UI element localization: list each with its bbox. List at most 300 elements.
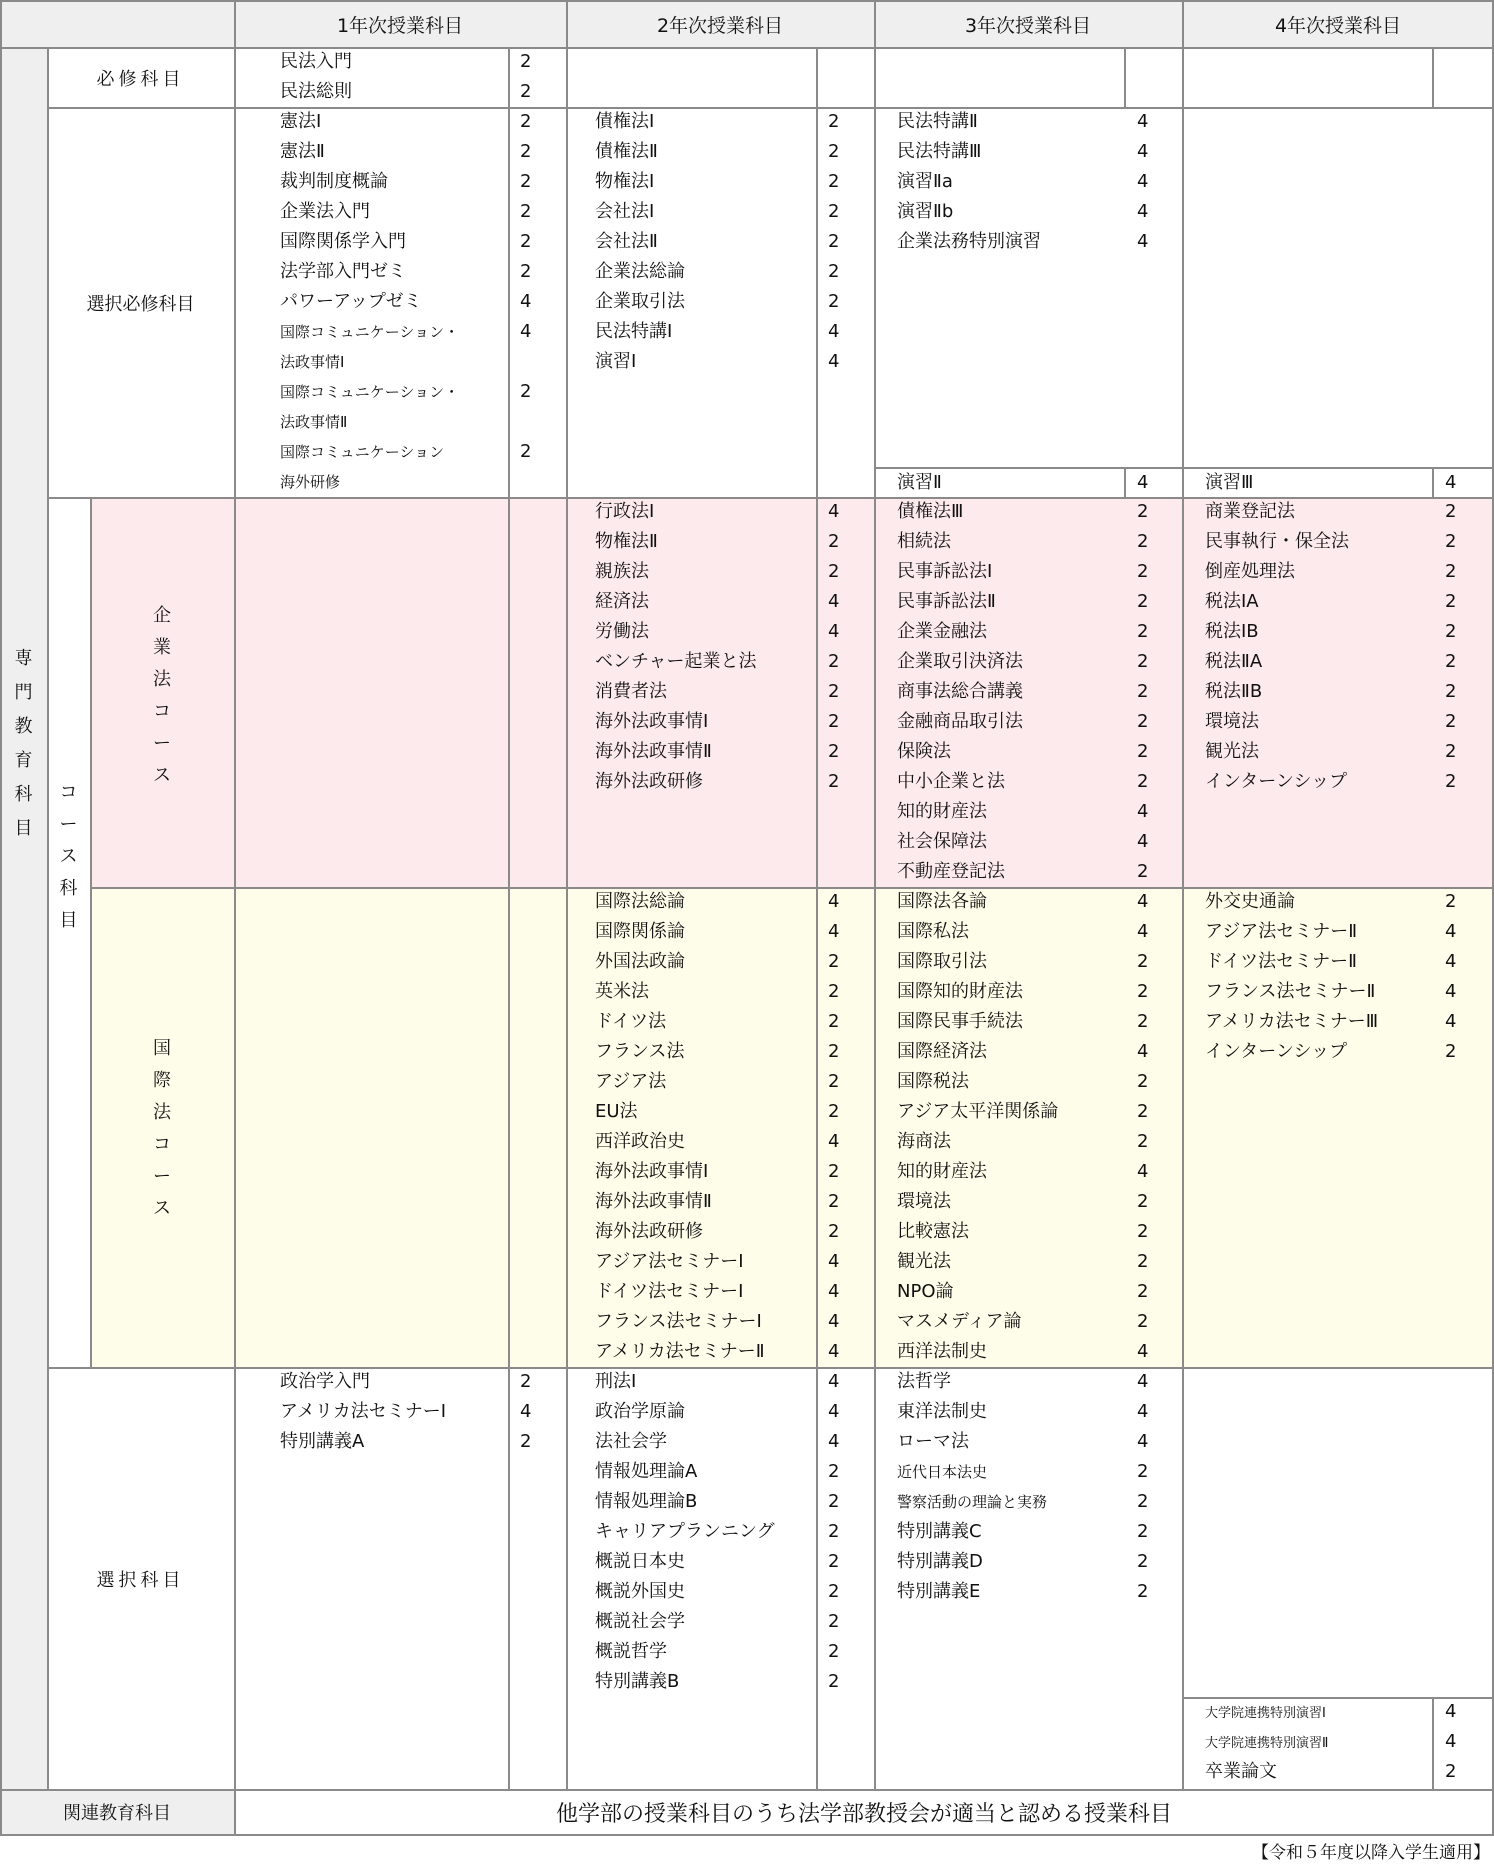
credit-value: 2	[1137, 711, 1149, 732]
subject-name: 知的財産法	[897, 1161, 987, 1182]
vertical-char: 国	[153, 1038, 171, 1059]
subject-row	[1205, 917, 1457, 947]
credit-value: 2	[1137, 1251, 1149, 1272]
subject-name: 特別講義E	[897, 1581, 981, 1602]
subject-row	[595, 107, 840, 137]
credit-value: 2	[828, 231, 840, 252]
grid-line	[0, 47, 1494, 49]
grid-line	[1124, 467, 1126, 498]
vertical-char: 企	[153, 605, 171, 626]
credit-value: 2	[1445, 501, 1457, 522]
credit-value: 2	[828, 1521, 840, 1542]
credit-value: 2	[1137, 651, 1149, 672]
credit-value: 2	[828, 1551, 840, 1572]
subject-name: 民事訴訟法Ⅰ	[897, 561, 993, 582]
subject-row	[595, 1007, 840, 1037]
label-major-vertical	[0, 650, 47, 838]
credit-value: 4	[828, 1341, 840, 1362]
credit-value: 2	[1445, 711, 1457, 732]
elective-y3-list	[897, 1367, 1149, 1607]
credit-value: 4	[1137, 231, 1149, 252]
credit-value: 4	[1445, 1701, 1457, 1722]
subject-row	[595, 917, 840, 947]
credit-value: 2	[1137, 681, 1149, 702]
subject-row	[595, 317, 840, 347]
subject-row	[897, 1517, 1149, 1547]
subject-row	[897, 1247, 1149, 1277]
subject-row	[280, 287, 532, 317]
credit-value: 2	[1445, 891, 1457, 912]
subject-row	[897, 767, 1149, 797]
elective-y1-list	[280, 1367, 532, 1457]
credit-value: 4	[520, 1401, 532, 1422]
subject-row	[595, 1667, 840, 1697]
subject-name: 民法特講Ⅰ	[595, 321, 673, 342]
credit-value: 4	[828, 1281, 840, 1302]
subject-name: パワーアップゼミ	[280, 291, 422, 312]
credit-value: 2	[828, 1041, 840, 1062]
subject-name: 民法総則	[280, 81, 352, 102]
subject-name: アジア法セミナーⅠ	[595, 1251, 744, 1272]
subject-row	[595, 887, 840, 917]
credit-value: 4	[828, 1311, 840, 1332]
credit-value: 4	[828, 921, 840, 942]
subject-name: 債権法Ⅲ	[897, 501, 964, 522]
subject-row	[897, 1127, 1149, 1157]
credit-value: 2	[1445, 531, 1457, 552]
subject-name: 外国法政論	[595, 951, 685, 972]
credit-value: 4	[520, 321, 532, 342]
credit-value: 2	[1137, 951, 1149, 972]
subject-row	[897, 527, 1149, 557]
vertical-char: 目	[59, 910, 78, 931]
subject-row	[897, 497, 1149, 527]
grid-line	[90, 887, 1494, 889]
grid-line	[47, 497, 1494, 499]
subject-name: 企業法務特別演習	[897, 231, 1041, 252]
grid-line	[816, 48, 818, 498]
subject-name: 倒産処理法	[1205, 561, 1295, 582]
subject-name: 消費者法	[595, 681, 667, 702]
subject-name: 概説日本史	[595, 1551, 685, 1572]
subject-name: アジア法	[595, 1071, 667, 1092]
subject-name: 概説外国史	[595, 1581, 685, 1602]
intl-y2-list	[595, 887, 840, 1367]
credit-value: 2	[1137, 1491, 1149, 1512]
credit-value: 2	[1137, 981, 1149, 1002]
credit-value: 4	[1445, 921, 1457, 942]
credit-value: 2	[520, 81, 532, 102]
credit-value: 4	[828, 321, 840, 342]
subject-name: 海外研修	[280, 473, 341, 491]
subject-row	[595, 1337, 840, 1367]
subject-name: 演習Ⅰ	[595, 351, 637, 372]
subject-row	[1205, 887, 1457, 917]
subject-row	[595, 1367, 840, 1397]
subject-row	[595, 617, 840, 647]
subject-row	[595, 227, 840, 257]
credit-value: 2	[1445, 741, 1457, 762]
subject-name: 国際法各論	[897, 891, 987, 912]
subject-name: 国際税法	[897, 1071, 969, 1092]
credit-value: 2	[1445, 621, 1457, 642]
subject-name: 不動産登記法	[897, 861, 1005, 882]
subject-row	[1205, 647, 1457, 677]
subject-row	[1205, 767, 1457, 797]
subject-row	[280, 107, 532, 137]
credit-value: 4	[828, 1431, 840, 1452]
grid-line	[47, 48, 49, 1790]
grid-line	[1124, 48, 1126, 108]
credit-value: 2	[1445, 561, 1457, 582]
credit-value: 4	[828, 351, 840, 372]
subject-row	[595, 1247, 840, 1277]
subject-row	[280, 407, 459, 437]
label-elective: 選択科目	[96, 1570, 185, 1591]
credit-value: 2	[828, 291, 840, 312]
grid-line	[90, 498, 92, 1368]
subject-row	[280, 437, 532, 467]
label-intl-vertical	[90, 1040, 234, 1218]
elective-y4-list	[1205, 1697, 1457, 1787]
grid-line	[47, 1367, 1494, 1369]
subject-name: 憲法Ⅱ	[280, 141, 325, 162]
subject-name: ドイツ法セミナーⅠ	[595, 1281, 744, 1302]
credit-value: 4	[1137, 1161, 1149, 1182]
subject-row	[595, 557, 840, 587]
credit-value: 2	[520, 1371, 532, 1392]
credit-value: 2	[828, 1161, 840, 1182]
credit-value: 4	[1137, 801, 1149, 822]
grid-line	[0, 1789, 1494, 1791]
subject-row	[595, 1397, 840, 1427]
vertical-char: ス	[153, 1198, 171, 1219]
vertical-char: 教	[14, 716, 33, 737]
grid-line	[1432, 1697, 1434, 1790]
subject-row	[897, 617, 1149, 647]
subject-row	[595, 167, 840, 197]
subject-row	[280, 467, 459, 497]
selective-y3-list	[897, 107, 1149, 257]
selective-y2-list	[595, 107, 840, 377]
subject-row	[1205, 1727, 1457, 1757]
subject-row	[897, 797, 1149, 827]
subject-row	[1205, 1007, 1457, 1037]
vertical-char: 科	[59, 878, 78, 899]
subject-name: 企業取引決済法	[897, 651, 1023, 672]
subject-name: ドイツ法	[595, 1011, 667, 1032]
vertical-char: 際	[153, 1070, 171, 1091]
credit-value: 2	[1137, 1221, 1149, 1242]
subject-name: 情報処理論B	[595, 1491, 698, 1512]
subject-row	[1205, 587, 1457, 617]
subject-row	[1205, 468, 1457, 498]
subject-name: 環境法	[897, 1191, 951, 1212]
subject-name: 観光法	[897, 1251, 951, 1272]
subject-name: 物権法Ⅰ	[595, 171, 655, 192]
credit-value: 2	[1137, 1521, 1149, 1542]
credit-value: 2	[1137, 1461, 1149, 1482]
subject-row	[595, 1037, 840, 1067]
credit-value: 4	[1137, 831, 1149, 852]
subject-name: 国際民事手続法	[897, 1011, 1023, 1032]
credit-value: 2	[828, 711, 840, 732]
credit-value: 4	[828, 501, 840, 522]
credit-value: 2	[1137, 1071, 1149, 1092]
grid-line	[0, 0, 1494, 2]
credit-value: 2	[828, 1071, 840, 1092]
grid-line	[0, 0, 2, 1834]
subject-name: 企業法総論	[595, 261, 685, 282]
grid-line	[508, 498, 510, 1790]
vertical-char: コ	[59, 782, 78, 803]
subject-name: インターンシップ	[1205, 1041, 1348, 1062]
subject-name: 演習Ⅲ	[1205, 472, 1254, 493]
selective-y3-bottom-list	[897, 468, 1149, 498]
credit-value: 2	[828, 1671, 840, 1692]
subject-row	[897, 1457, 1149, 1487]
credit-value: 2	[1445, 651, 1457, 672]
credit-value: 2	[1137, 1281, 1149, 1302]
credit-value: 4	[1445, 472, 1457, 493]
related-text: 他学部の授業科目のうち法学部教授会が適当と認める授業科目	[555, 1801, 1172, 1827]
subject-name: 企業取引法	[595, 291, 685, 312]
credit-value: 2	[828, 681, 840, 702]
credit-value: 4	[1137, 171, 1149, 192]
subject-row	[280, 77, 532, 107]
credit-value: 2	[828, 1191, 840, 1212]
vertical-char: 科	[14, 784, 33, 805]
subject-name: 海外法政事情Ⅱ	[595, 741, 712, 762]
subject-name: 親族法	[595, 561, 649, 582]
subject-name: 民法特講Ⅱ	[897, 111, 978, 132]
subject-row	[897, 1367, 1149, 1397]
subject-name: 社会保障法	[897, 831, 987, 852]
credit-value: 4	[828, 1131, 840, 1152]
grid-line	[874, 467, 1494, 469]
subject-row	[897, 1397, 1149, 1427]
subject-name: 商業登記法	[1205, 501, 1295, 522]
subject-name: アジア法セミナーⅡ	[1205, 921, 1358, 942]
credit-value: 2	[1137, 561, 1149, 582]
subject-row	[897, 1427, 1149, 1457]
subject-row	[595, 1217, 840, 1247]
grid-line	[234, 0, 236, 1834]
grid-line	[508, 48, 510, 498]
subject-name: 政治学原論	[595, 1401, 685, 1422]
grid-line	[816, 498, 818, 1790]
subject-name: 民法特講Ⅲ	[897, 141, 982, 162]
subject-row	[897, 1547, 1149, 1577]
subject-name: 会社法Ⅱ	[595, 231, 658, 252]
subject-row	[897, 1487, 1149, 1517]
intl-y4-list	[1205, 887, 1457, 1067]
subject-row	[897, 917, 1149, 947]
grid-line	[47, 107, 1494, 109]
subject-name: 国際関係論	[595, 921, 685, 942]
credit-value: 2	[520, 141, 532, 162]
credit-value: 4	[1445, 981, 1457, 1002]
credit-value: 2	[1137, 1101, 1149, 1122]
subject-name: 会社法Ⅰ	[595, 201, 655, 222]
credit-value: 2	[1445, 771, 1457, 792]
subject-name: 民法入門	[280, 51, 352, 72]
subject-row	[897, 1007, 1149, 1037]
credit-value: 4	[1137, 891, 1149, 912]
subject-name: 西洋政治史	[595, 1131, 685, 1152]
subject-name: 国際私法	[897, 921, 969, 942]
credit-value: 4	[1137, 141, 1149, 162]
subject-name: 税法ⅡB	[1205, 681, 1263, 702]
vertical-char: 門	[14, 682, 33, 703]
header-year3: 3年次授業科目	[964, 14, 1092, 37]
subject-row	[595, 1127, 840, 1157]
credit-value: 2	[828, 981, 840, 1002]
credit-value: 2	[828, 741, 840, 762]
subject-name: 相続法	[897, 531, 951, 552]
credit-value: 2	[828, 171, 840, 192]
subject-name: フランス法セミナーⅡ	[1205, 981, 1376, 1002]
subject-name: 保険法	[897, 741, 951, 762]
subject-name: ローマ法	[897, 1431, 969, 1452]
credit-value: 2	[520, 51, 532, 72]
vertical-char: 育	[14, 750, 33, 771]
subject-name: 知的財産法	[897, 801, 987, 822]
subject-row	[280, 257, 532, 287]
credit-value: 4	[1137, 1371, 1149, 1392]
subject-row	[897, 137, 1149, 167]
subject-row	[280, 137, 532, 167]
subject-name: 英米法	[595, 981, 649, 1002]
credit-value: 4	[1137, 111, 1149, 132]
subject-row	[1205, 617, 1457, 647]
subject-row	[1205, 1037, 1457, 1067]
subject-name: 演習Ⅱ	[897, 472, 942, 493]
subject-row	[595, 1577, 840, 1607]
subject-name: アメリカ法セミナーⅠ	[280, 1401, 447, 1422]
credit-value: 4	[1137, 1041, 1149, 1062]
subject-row	[280, 1397, 532, 1427]
credit-value: 2	[520, 381, 532, 402]
subject-row	[897, 227, 1149, 257]
subject-row	[897, 677, 1149, 707]
subject-row	[595, 767, 840, 797]
subject-row	[1205, 497, 1457, 527]
subject-row	[897, 1307, 1149, 1337]
subject-row	[897, 587, 1149, 617]
elective-y2-list	[595, 1367, 840, 1697]
subject-row	[897, 1577, 1149, 1607]
subject-row	[897, 1277, 1149, 1307]
subject-row	[897, 1097, 1149, 1127]
subject-name: 裁判制度概論	[280, 171, 388, 192]
label-required: 必修科目	[96, 69, 185, 90]
subject-row	[897, 1037, 1149, 1067]
credit-value: 2	[1445, 591, 1457, 612]
grid-line	[1432, 48, 1434, 108]
subject-row	[1205, 947, 1457, 977]
subject-row	[280, 1427, 532, 1457]
credit-value: 2	[828, 201, 840, 222]
credit-value: 4	[1137, 1341, 1149, 1362]
credit-value: 2	[828, 1581, 840, 1602]
subject-name: 情報処理論A	[595, 1461, 698, 1482]
subject-name: 商事法総合講義	[897, 681, 1023, 702]
subject-row	[595, 1487, 840, 1517]
credit-value: 2	[828, 1641, 840, 1662]
subject-name: フランス法	[595, 1041, 685, 1062]
credit-value: 4	[1137, 921, 1149, 942]
credit-value: 2	[1137, 501, 1149, 522]
subject-name: 外交史通論	[1205, 891, 1295, 912]
label-corporate-vertical	[90, 607, 234, 785]
credit-value: 4	[1137, 1431, 1149, 1452]
subject-name: 経済法	[595, 591, 649, 612]
vertical-char: 目	[14, 818, 33, 839]
subject-row	[897, 557, 1149, 587]
subject-row	[595, 677, 840, 707]
credit-value: 2	[520, 111, 532, 132]
subject-name: 大学院連携特別演習Ⅱ	[1205, 1736, 1329, 1751]
corporate-y3-list	[897, 497, 1149, 887]
subject-row	[595, 1187, 840, 1217]
credit-value: 2	[520, 201, 532, 222]
subject-row	[1205, 677, 1457, 707]
credit-value: 2	[828, 951, 840, 972]
subject-name: 海商法	[897, 1131, 951, 1152]
credit-value: 2	[1137, 1191, 1149, 1212]
credit-value: 2	[1445, 1761, 1457, 1782]
corporate-y4-list	[1205, 497, 1457, 797]
grid-line	[874, 0, 876, 1790]
subject-name: フランス法セミナーⅠ	[595, 1311, 762, 1332]
credit-value: 4	[828, 891, 840, 912]
subject-row	[280, 227, 532, 257]
subject-row	[897, 887, 1149, 917]
vertical-char: 専	[14, 648, 33, 669]
subject-name: 警察活動の理論と実務	[897, 1493, 1048, 1511]
subject-name: 債権法Ⅱ	[595, 141, 658, 162]
subject-row	[595, 707, 840, 737]
credit-value: 2	[828, 1221, 840, 1242]
credit-value: 2	[828, 1461, 840, 1482]
subject-name: 国際コミュニケーション・	[280, 383, 460, 401]
credit-value: 4	[1137, 201, 1149, 222]
credit-value: 2	[1137, 1311, 1149, 1332]
subject-name: 刑法Ⅰ	[595, 1371, 637, 1392]
selective-y1-list	[280, 107, 532, 497]
subject-row	[280, 317, 532, 347]
vertical-char: ス	[59, 846, 78, 867]
subject-row	[595, 587, 840, 617]
subject-row	[280, 1367, 532, 1397]
credit-value: 4	[828, 1251, 840, 1272]
subject-name: 金融商品取引法	[897, 711, 1023, 732]
subject-name: 労働法	[595, 621, 649, 642]
header-year1: 1年次授業科目	[336, 14, 464, 37]
applicability-note: 【令和５年度以降入学生適用】	[1252, 1843, 1490, 1863]
grid-line	[566, 0, 568, 1790]
subject-name: 物権法Ⅱ	[595, 531, 658, 552]
subject-row	[897, 947, 1149, 977]
subject-name: アメリカ法セミナーⅡ	[595, 1341, 765, 1362]
credit-value: 2	[828, 561, 840, 582]
subject-row	[897, 857, 1149, 887]
credit-value: 2	[520, 171, 532, 192]
subject-row	[897, 167, 1149, 197]
subject-name: 比較憲法	[897, 1221, 969, 1242]
subject-row	[595, 1157, 840, 1187]
